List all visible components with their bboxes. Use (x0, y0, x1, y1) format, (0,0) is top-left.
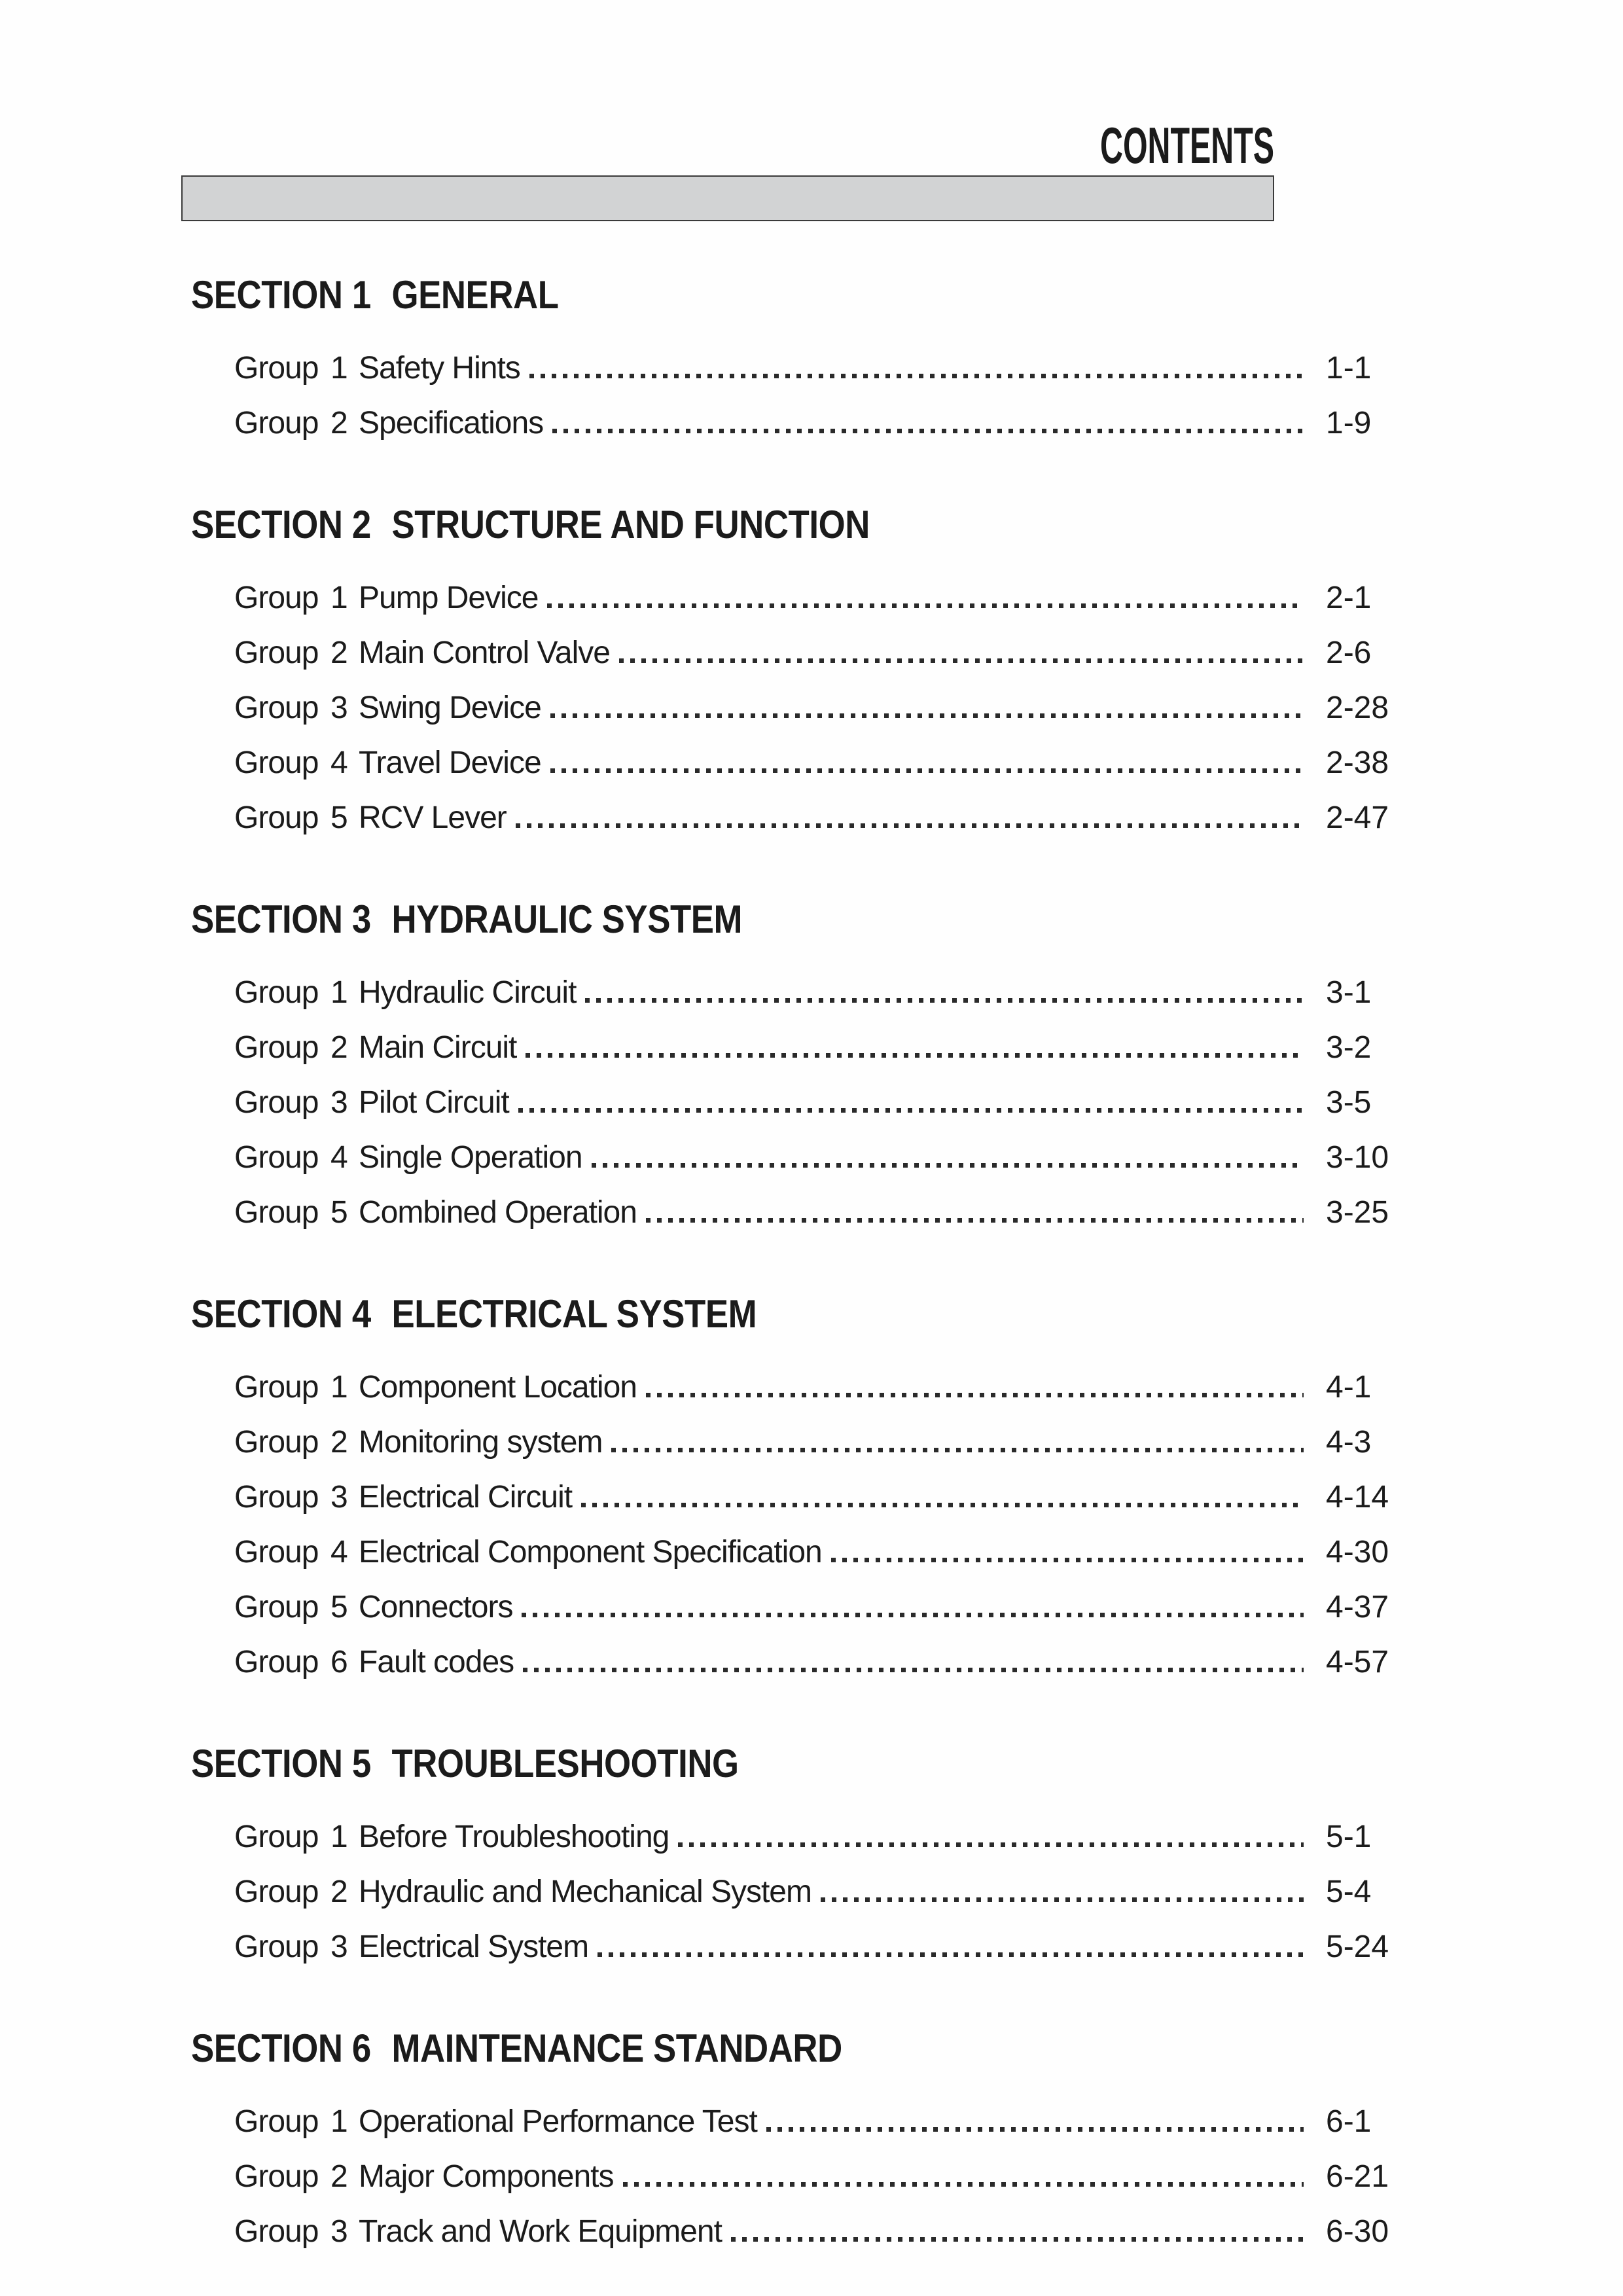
toc-row (191, 1141, 1387, 1177)
section-label: SECTION 5 (191, 1742, 371, 1785)
group-number: 3 (330, 1480, 348, 1515)
group-title: Before Troubleshooting (359, 1820, 669, 1854)
page-header (181, 0, 1274, 221)
section-6 (191, 2028, 1387, 2251)
group-word: Group (234, 1195, 319, 1230)
toc-row (191, 1481, 1387, 1516)
page-number: 6-1 (1326, 2104, 1372, 2139)
toc-row (191, 2215, 1387, 2251)
toc-row (191, 1426, 1387, 1462)
toc-row (191, 582, 1387, 617)
group-word: Group (234, 1535, 319, 1570)
page-number: 4-30 (1326, 1535, 1389, 1570)
page-number: 3-5 (1326, 1085, 1372, 1120)
dotted-leader (597, 1952, 1304, 1957)
group-number: 5 (330, 1590, 348, 1624)
group-word: Group (234, 1820, 319, 1854)
dotted-leader (592, 1163, 1304, 1168)
dotted-leader (522, 1613, 1304, 1617)
group-number: 2 (330, 636, 348, 670)
page-number: 6-21 (1326, 2159, 1389, 2194)
group-title: Electrical Circuit (359, 1480, 573, 1515)
section-heading (191, 2028, 1244, 2069)
dotted-leader (766, 2127, 1304, 2132)
dotted-leader (831, 1558, 1304, 1562)
section-heading (191, 505, 1244, 545)
page-number: 4-37 (1326, 1590, 1389, 1624)
dotted-leader (552, 429, 1304, 433)
group-number: 3 (330, 691, 348, 725)
page-number: 2-1 (1326, 581, 1372, 615)
page-number: 3-25 (1326, 1195, 1389, 1230)
group-number: 2 (330, 1030, 348, 1065)
section-heading (191, 275, 1244, 315)
toc-row (191, 352, 1387, 387)
section-5 (191, 1744, 1387, 1966)
group-title: Single Operation (359, 1140, 582, 1175)
group-number: 2 (330, 406, 348, 440)
section-rows (191, 2106, 1387, 2251)
group-title: Pump Device (359, 581, 539, 615)
section-rows (191, 1371, 1387, 1681)
toc-row (191, 1646, 1387, 1681)
toc-row (191, 692, 1387, 727)
toc-row (191, 977, 1387, 1012)
group-title: Monitoring system (359, 1425, 603, 1460)
group-title: RCV Lever (359, 800, 507, 835)
group-title: Pilot Circuit (359, 1085, 509, 1120)
page-number: 3-1 (1326, 975, 1372, 1010)
group-word: Group (234, 1030, 319, 1065)
section-title: ELECTRICAL SYSTEM (391, 1292, 757, 1336)
group-word: Group (234, 636, 319, 670)
group-number: 3 (330, 2214, 348, 2249)
group-title: Travel Device (359, 745, 541, 780)
page-number: 5-4 (1326, 1874, 1372, 1909)
group-title: Fault codes (359, 1645, 514, 1679)
section-label: SECTION 3 (191, 897, 371, 941)
group-title: Track and Work Equipment (359, 2214, 722, 2249)
group-number: 3 (330, 1929, 348, 1964)
group-word: Group (234, 691, 319, 725)
dotted-leader (731, 2237, 1304, 2242)
group-number: 1 (330, 1820, 348, 1854)
page-number: 4-14 (1326, 1480, 1389, 1515)
group-title: Component Location (359, 1370, 637, 1405)
group-word: Group (234, 975, 319, 1010)
group-word: Group (234, 745, 319, 780)
dotted-leader (529, 374, 1304, 378)
section-label: SECTION 6 (191, 2026, 371, 2070)
section-title: STRUCTURE AND FUNCTION (391, 503, 870, 547)
group-title: Main Control Valve (359, 636, 610, 670)
group-title: Combined Operation (359, 1195, 637, 1230)
page-number: 1-1 (1326, 351, 1372, 386)
page-number: 4-1 (1326, 1370, 1372, 1405)
dotted-leader (623, 2182, 1304, 2187)
group-number: 4 (330, 745, 348, 780)
group-number: 6 (330, 1645, 348, 1679)
section-heading (191, 1294, 1244, 1335)
page-number: 3-10 (1326, 1140, 1389, 1175)
dotted-leader (550, 768, 1304, 773)
toc-row (191, 1876, 1387, 1911)
group-number: 1 (330, 975, 348, 1010)
group-number: 1 (330, 581, 348, 615)
dotted-leader (678, 1842, 1304, 1847)
section-label: SECTION 2 (191, 503, 371, 547)
section-rows (191, 352, 1387, 442)
group-word: Group (234, 1929, 319, 1964)
group-word: Group (234, 800, 319, 835)
section-label: SECTION 4 (191, 1292, 371, 1336)
group-word: Group (234, 2104, 319, 2139)
dotted-leader (523, 1668, 1304, 1672)
group-word: Group (234, 581, 319, 615)
toc-row (191, 1821, 1387, 1856)
group-number: 4 (330, 1535, 348, 1570)
group-title: Specifications (359, 406, 544, 440)
group-number: 4 (330, 1140, 348, 1175)
group-word: Group (234, 1590, 319, 1624)
toc-row (191, 747, 1387, 782)
group-word: Group (234, 406, 319, 440)
section-title: MAINTENANCE STANDARD (391, 2026, 842, 2070)
group-title: Electrical System (359, 1929, 589, 1964)
page-number: 5-24 (1326, 1929, 1389, 1964)
dotted-leader (821, 1897, 1304, 1902)
section-title: GENERAL (391, 273, 559, 317)
dotted-leader (611, 1448, 1304, 1452)
group-title: Connectors (359, 1590, 513, 1624)
page-number: 4-3 (1326, 1425, 1372, 1460)
page-number: 2-47 (1326, 800, 1389, 835)
section-rows (191, 977, 1387, 1232)
toc-row (191, 1196, 1387, 1232)
section-title: HYDRAULIC SYSTEM (391, 897, 743, 941)
page-number: 2-28 (1326, 691, 1389, 725)
page-number: 5-1 (1326, 1820, 1372, 1854)
group-title: Hydraulic Circuit (359, 975, 577, 1010)
dotted-leader (526, 1053, 1304, 1058)
group-word: Group (234, 1480, 319, 1515)
group-title: Safety Hints (359, 351, 520, 386)
dotted-leader (619, 658, 1304, 663)
page-number: 2-6 (1326, 636, 1372, 670)
group-word: Group (234, 1370, 319, 1405)
section-4 (191, 1294, 1387, 1681)
dotted-leader (516, 823, 1304, 828)
toc-row (191, 1031, 1387, 1067)
section-rows (191, 1821, 1387, 1966)
toc-row (191, 802, 1387, 837)
group-title: Main Circuit (359, 1030, 517, 1065)
toc-row (191, 1931, 1387, 1966)
group-number: 5 (330, 800, 348, 835)
toc-row (191, 1371, 1387, 1407)
toc-row (191, 1591, 1387, 1626)
page-number: 6-30 (1326, 2214, 1389, 2249)
toc (191, 275, 1387, 2251)
group-number: 1 (330, 1370, 348, 1405)
toc-row (191, 637, 1387, 672)
section-3 (191, 899, 1387, 1232)
group-word: Group (234, 1140, 319, 1175)
dotted-leader (646, 1218, 1304, 1223)
group-number: 2 (330, 1425, 348, 1460)
dotted-leader (547, 603, 1304, 608)
section-rows (191, 582, 1387, 837)
toc-row (191, 2106, 1387, 2141)
section-heading (191, 1744, 1244, 1784)
page-title: CONTENTS (1100, 117, 1274, 174)
group-title: Operational Performance Test (359, 2104, 757, 2139)
dotted-leader (585, 998, 1304, 1003)
dotted-leader (518, 1108, 1304, 1113)
group-word: Group (234, 1645, 319, 1679)
group-word: Group (234, 1874, 319, 1909)
toc-row (191, 1086, 1387, 1122)
group-number: 2 (330, 2159, 348, 2194)
section-1 (191, 275, 1387, 442)
section-label: SECTION 1 (191, 273, 371, 317)
toc-row (191, 2161, 1387, 2196)
page-number: 3-2 (1326, 1030, 1372, 1065)
group-word: Group (234, 351, 319, 386)
dotted-leader (581, 1503, 1304, 1507)
group-number: 2 (330, 1874, 348, 1909)
page-number: 1-9 (1326, 406, 1372, 440)
dotted-leader (646, 1393, 1304, 1397)
group-title: Electrical Component Specification (359, 1535, 822, 1570)
toc-row (191, 1536, 1387, 1571)
group-number: 3 (330, 1085, 348, 1120)
section-2 (191, 505, 1387, 837)
group-title: Major Components (359, 2159, 614, 2194)
title-underline-bar (181, 175, 1274, 221)
section-heading (191, 899, 1244, 940)
dotted-leader (550, 713, 1304, 718)
group-title: Swing Device (359, 691, 541, 725)
section-title: TROUBLESHOOTING (391, 1742, 739, 1785)
page-number: 2-38 (1326, 745, 1389, 780)
group-title: Hydraulic and Mechanical System (359, 1874, 812, 1909)
group-number: 1 (330, 2104, 348, 2139)
group-number: 1 (330, 351, 348, 386)
page-number: 4-57 (1326, 1645, 1389, 1679)
group-word: Group (234, 1085, 319, 1120)
group-word: Group (234, 2159, 319, 2194)
group-number: 5 (330, 1195, 348, 1230)
group-word: Group (234, 2214, 319, 2249)
group-word: Group (234, 1425, 319, 1460)
toc-row (191, 407, 1387, 442)
